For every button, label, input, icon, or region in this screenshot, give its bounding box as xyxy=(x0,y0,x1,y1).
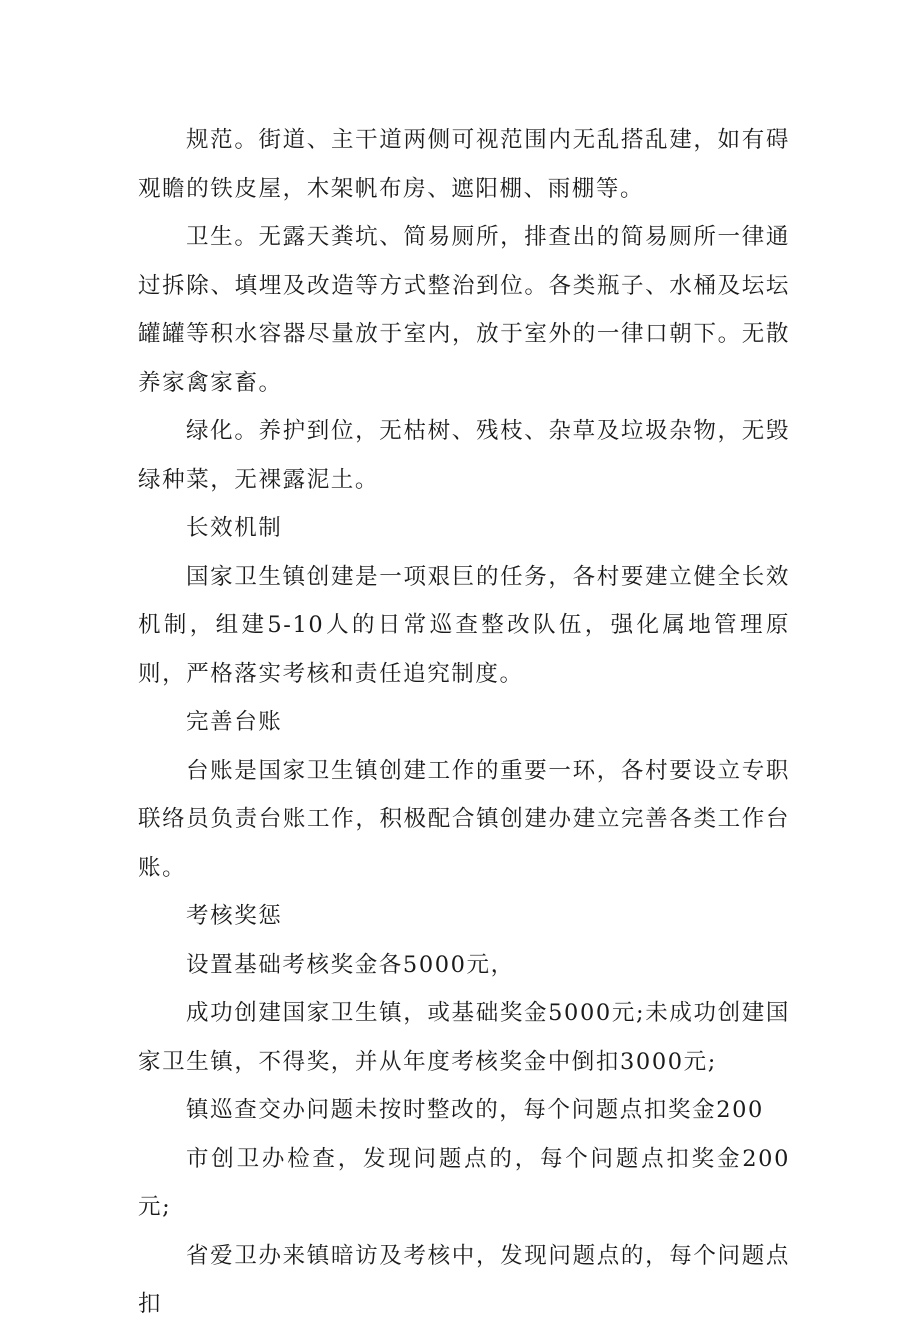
paragraph-changxiao-jizhi: 国家卫生镇创建是一项艰巨的任务，各村要建立健全长效机制，组建5-10人的日常巡查整改队伍，强化属地管理原则，严格落实考核和责任追究制度。 xyxy=(138,563,790,687)
paragraph-shi-chuangweiban: 市创卫办检查，发现问题点的，每个问题点扣奖金200元; xyxy=(138,1145,790,1220)
heading-kaohe-jiangcheng: 考核奖惩 xyxy=(186,903,283,929)
paragraph-sheng-aiweiban: 省爱卫办来镇暗访及考核中，发现问题点的，每个问题点扣 xyxy=(138,1242,790,1317)
paragraph-wanshan-taizhang: 台账是国家卫生镇创建工作的重要一环，各村要设立专职联络员负责台账工作，积极配合镇创建办建立完善各类工作台账。 xyxy=(138,757,790,881)
paragraph-guifan: 规范。街道、主干道两侧可视范围内无乱搭乱建，如有碍观瞻的铁皮屋，木架帆布房、遮阳棚、雨棚等。 xyxy=(138,127,790,202)
heading-wanshan-taizhang: 完善台账 xyxy=(186,709,283,735)
document-page xyxy=(138,116,790,1329)
heading-changxiao-jizhi: 长效机制 xyxy=(186,515,283,541)
paragraph-jichu-jiangjin: 设置基础考核奖金各5000元， xyxy=(186,951,515,978)
paragraph-zhen-xuncha: 镇巡查交办问题未按时整改的，每个问题点扣奖金200 xyxy=(186,1097,764,1123)
paragraph-lvhua: 绿化。养护到位，无枯树、残枝、杂草及垃圾杂物，无毁绿种菜，无裸露泥土。 xyxy=(138,418,790,493)
paragraph-weisheng: 卫生。无露天粪坑、简易厕所，排查出的简易厕所一律通过拆除、填埋及改造等方式整治到位。各类瓶子、水桶及坛坛罐罐等积水容器尽量放于室内，放于室外的一律口朝下。无散养家禽家畜。 xyxy=(138,224,790,396)
paragraph-chenggong-chuangjian: 成功创建国家卫生镇，或基础奖金5000元;未成功创建国家卫生镇，不得奖，并从年度考核奖金中倒扣3000元; xyxy=(138,1000,790,1075)
